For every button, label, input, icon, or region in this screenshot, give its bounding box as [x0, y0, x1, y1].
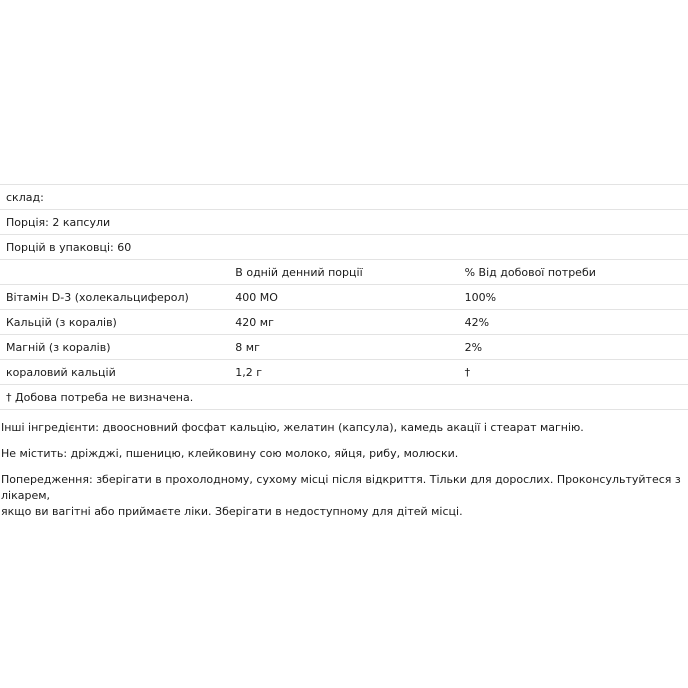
column-header-row	[0, 260, 688, 285]
column-header-empty	[0, 260, 229, 285]
nutrient-daily-value: 100%	[459, 285, 688, 310]
nutrient-name: кораловий кальцій	[0, 360, 229, 385]
table-row	[0, 335, 688, 360]
composition-row	[0, 185, 688, 210]
serving-size-row	[0, 210, 688, 235]
servings-per-container: Порцій в упаковці: 60	[0, 235, 688, 260]
table-row	[0, 360, 688, 385]
nutrient-amount: 1,2 г	[229, 360, 458, 385]
warning-line: Попередження: зберігати в прохолодному, сухому місці після відкриття. Тільки для дорослих. Проконсультуйтеся з лікарем,	[1, 473, 681, 502]
nutrient-name: Кальцій (з коралів)	[0, 310, 229, 335]
table-row	[0, 310, 688, 335]
servings-per-container-row	[0, 235, 688, 260]
supplement-facts-table	[0, 184, 688, 410]
nutrient-amount: 8 мг	[229, 335, 458, 360]
nutrient-name: Вітамін D-3 (холекальциферол)	[0, 285, 229, 310]
table-row	[0, 285, 688, 310]
nutrient-name: Магній (з коралів)	[0, 335, 229, 360]
footnote: † Добова потреба не визначена.	[0, 385, 688, 410]
nutrient-daily-value: †	[459, 360, 688, 385]
nutrient-daily-value: 2%	[459, 335, 688, 360]
free-of-statement: Не містить: дріжджі, пшеницю, клейковину сою молоко, яйця, рибу, молюски.	[1, 447, 459, 460]
serving-size: Порція: 2 капсули	[0, 210, 688, 235]
column-header-per-serving: В одній денний порції	[229, 260, 458, 285]
warning-line: якщо ви вагітні або приймаєте ліки. Зберігати в недоступному для дітей місці.	[1, 505, 463, 518]
footnote-row	[0, 385, 688, 410]
column-header-daily-value: % Від добової потреби	[459, 260, 688, 285]
composition-label: склад:	[0, 185, 688, 210]
nutrient-amount: 420 мг	[229, 310, 458, 335]
warning-statement	[0, 472, 688, 520]
nutrient-amount: 400 МО	[229, 285, 458, 310]
other-ingredients: Інші інгредієнти: двоосновний фосфат кальцію, желатин (капсула), камедь акації і стеарат магнію.	[1, 421, 584, 434]
nutrient-daily-value: 42%	[459, 310, 688, 335]
